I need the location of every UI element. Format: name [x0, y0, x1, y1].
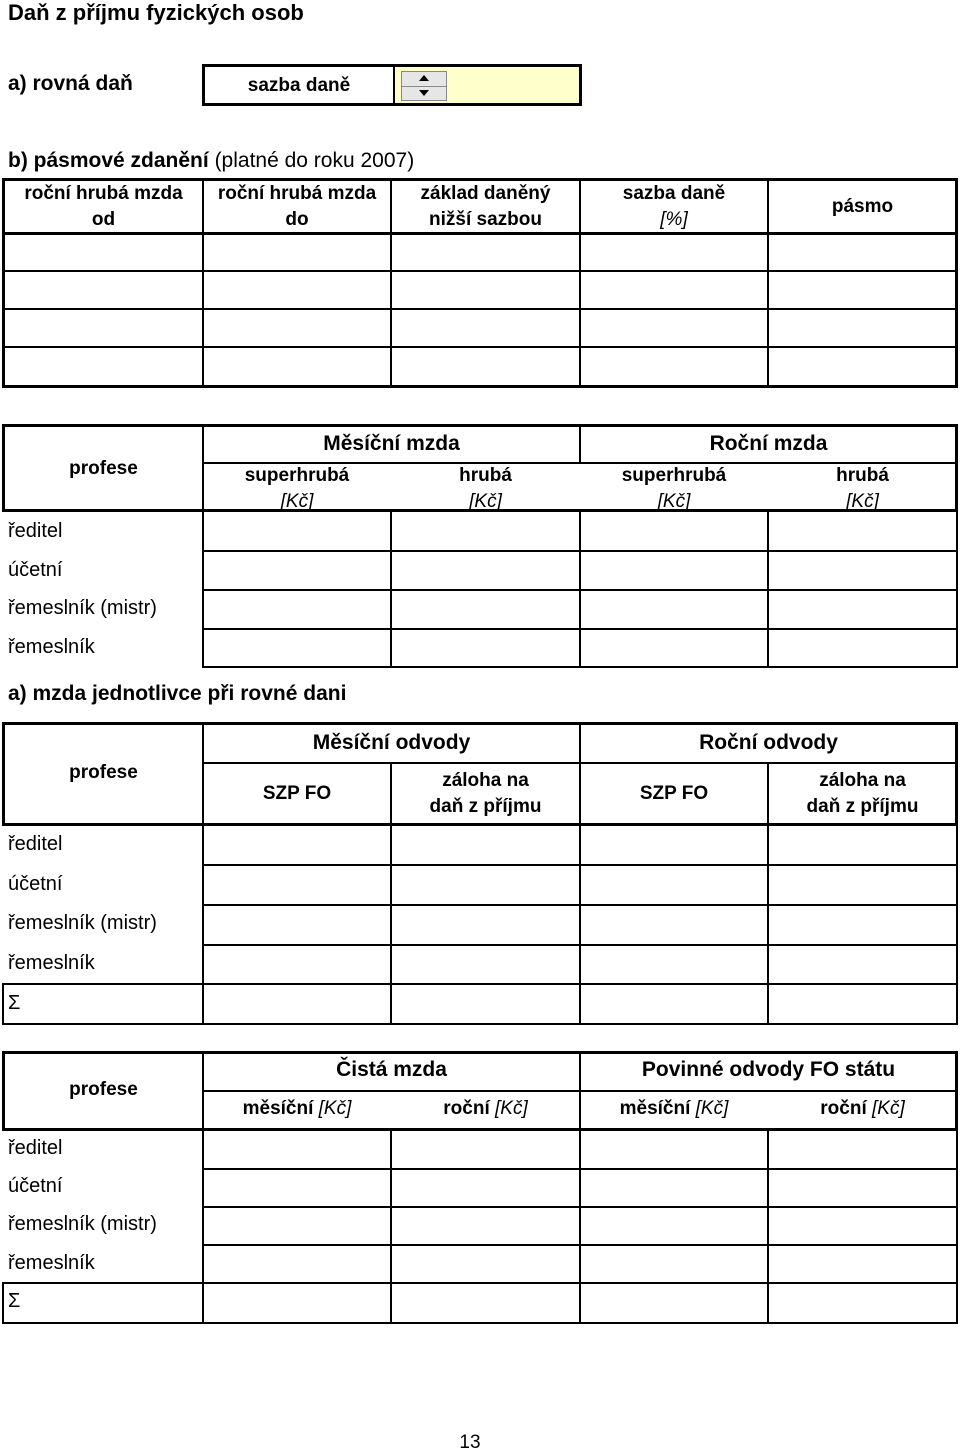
- grid-line: [202, 1244, 958, 1246]
- net-col-label: měsíční: [619, 1098, 691, 1119]
- grid-line: [202, 944, 958, 946]
- levy-col-szp-yearly: SZP FO: [639, 783, 709, 804]
- grid-line: [202, 724, 204, 1024]
- progressive-heading: [8, 149, 414, 173]
- grid-line: [202, 666, 958, 668]
- col-header-to: [204, 181, 390, 233]
- page-number: 13: [459, 1432, 481, 1453]
- wage-col-super-yearly: [581, 463, 767, 515]
- net-col-unit: [Kč]: [872, 1098, 905, 1119]
- levy-row-label: řemeslník: [8, 952, 95, 974]
- net-row-label: řemeslník: [8, 1252, 95, 1274]
- levy-row-label: účetní: [8, 873, 63, 895]
- progressive-heading-bold: b) pásmové zdanění: [8, 149, 209, 172]
- col-header-base: [392, 181, 579, 233]
- levy-row-label: ředitel: [8, 833, 63, 855]
- flat-tax-label: a) rovná daň: [8, 72, 133, 95]
- wage-profese-header: profese: [69, 458, 138, 479]
- wage-col-super-monthly: [204, 463, 390, 515]
- grid-line: [202, 550, 958, 552]
- wage-row-label: účetní: [8, 559, 63, 581]
- col-header-base-line2: nižší sazbou: [429, 209, 542, 230]
- net-col-unit: [Kč]: [318, 1098, 352, 1119]
- wage-yearly-header: Roční mzda: [709, 432, 828, 455]
- col-header-rate-line1: sazba daně: [622, 183, 726, 204]
- levy-yearly-header: Roční odvody: [699, 731, 838, 754]
- tax-rate-box: [202, 64, 582, 106]
- progressive-heading-note: (platné do roku 2007): [214, 149, 415, 172]
- wage-col-unit: [Kč]: [280, 491, 314, 512]
- grid-line: [4, 346, 956, 348]
- grid-line: [202, 628, 958, 630]
- net-profese-header: profese: [69, 1079, 138, 1100]
- col-header-band-line1: pásmo: [831, 196, 894, 217]
- net-col-yearly: [392, 1098, 579, 1120]
- col-header-base-line1: základ daněný: [420, 183, 551, 204]
- page-title: Daň z příjmu fyzických osob: [8, 0, 304, 25]
- levy-row-label: řemeslník (mistr): [8, 912, 157, 934]
- levy-col-advance-yearly: [769, 768, 956, 820]
- grid-line: [4, 308, 956, 310]
- col-header-from-line2: od: [91, 209, 116, 230]
- levy-sum-label: Σ: [8, 992, 21, 1014]
- grid-line: [202, 1206, 958, 1208]
- wage-col-unit: [Kč]: [469, 491, 502, 512]
- levy-col-label: záloha na: [819, 770, 906, 791]
- tax-rate-label: sazba daně: [247, 75, 351, 96]
- grid-line: [202, 589, 958, 591]
- duties-col-monthly: [581, 1098, 767, 1120]
- wage-col-unit: [Kč]: [657, 491, 691, 512]
- net-wage-header: Čistá mzda: [336, 1058, 447, 1081]
- net-row-label: ředitel: [8, 1137, 63, 1159]
- wage-col-unit: [Kč]: [846, 491, 879, 512]
- duties-col-yearly: [769, 1098, 956, 1120]
- wage-col-label: superhrubá: [244, 465, 350, 486]
- col-header-rate-line2: [%]: [660, 209, 688, 230]
- net-col-label: měsíční: [242, 1098, 314, 1119]
- col-header-from-line1: roční hrubá mzda: [24, 183, 183, 204]
- net-col-label: roční: [443, 1098, 490, 1119]
- levy-col-szp-monthly: SZP FO: [262, 783, 332, 804]
- col-header-band: [769, 194, 956, 220]
- net-col-unit: [Kč]: [695, 1098, 729, 1119]
- net-row-label: řemeslník (mistr): [8, 1213, 157, 1235]
- section-a-heading: a) mzda jednotlivce při rovné dani: [8, 682, 347, 705]
- levy-sum-row: [2, 983, 958, 1025]
- col-header-to-line1: roční hrubá mzda: [217, 183, 377, 204]
- levy-monthly-header: Měsíční odvody: [312, 731, 471, 754]
- levy-col-label: daň z příjmu: [806, 796, 919, 817]
- col-header-from: [5, 181, 202, 233]
- wage-row-label: řemeslník: [8, 636, 95, 658]
- wage-row-label: ředitel: [8, 520, 63, 542]
- levy-profese-header: profese: [69, 762, 138, 783]
- net-sum-label: Σ: [8, 1290, 21, 1312]
- col-header-rate: [581, 181, 767, 233]
- grid-line: [202, 904, 958, 906]
- wage-col-label: hrubá: [836, 465, 889, 486]
- spinner-up-button[interactable]: [402, 72, 446, 87]
- net-sum-row: [2, 1282, 958, 1324]
- grid-line: [202, 864, 958, 866]
- net-col-monthly: [204, 1098, 390, 1120]
- wage-col-label: hrubá: [459, 465, 512, 486]
- wage-row-label: řemeslník (mistr): [8, 597, 157, 619]
- levy-col-label: záloha na: [442, 770, 529, 791]
- net-row-label: účetní: [8, 1175, 63, 1197]
- triangle-up-icon: [419, 75, 429, 81]
- spinner-down-button[interactable]: [402, 86, 446, 100]
- grid-line: [202, 1168, 958, 1170]
- wage-col-gross-monthly: [392, 463, 579, 515]
- grid-line: [579, 724, 581, 1024]
- levy-col-advance-monthly: [392, 768, 579, 820]
- col-header-to-line2: do: [285, 209, 309, 230]
- grid-line: [4, 270, 956, 272]
- wage-col-gross-yearly: [769, 463, 956, 515]
- triangle-down-icon: [419, 90, 429, 96]
- net-col-unit: [Kč]: [495, 1098, 528, 1119]
- tax-rate-label-cell: [205, 67, 395, 103]
- wage-col-label: superhrubá: [621, 465, 727, 486]
- net-col-label: roční: [820, 1098, 867, 1119]
- levy-col-label: daň z příjmu: [429, 796, 542, 817]
- wage-monthly-header: Měsíční mzda: [323, 432, 460, 455]
- state-duties-header: Povinné odvody FO státu: [641, 1058, 896, 1081]
- tax-rate-spinner[interactable]: [401, 71, 447, 101]
- tax-rate-input[interactable]: [395, 67, 579, 103]
